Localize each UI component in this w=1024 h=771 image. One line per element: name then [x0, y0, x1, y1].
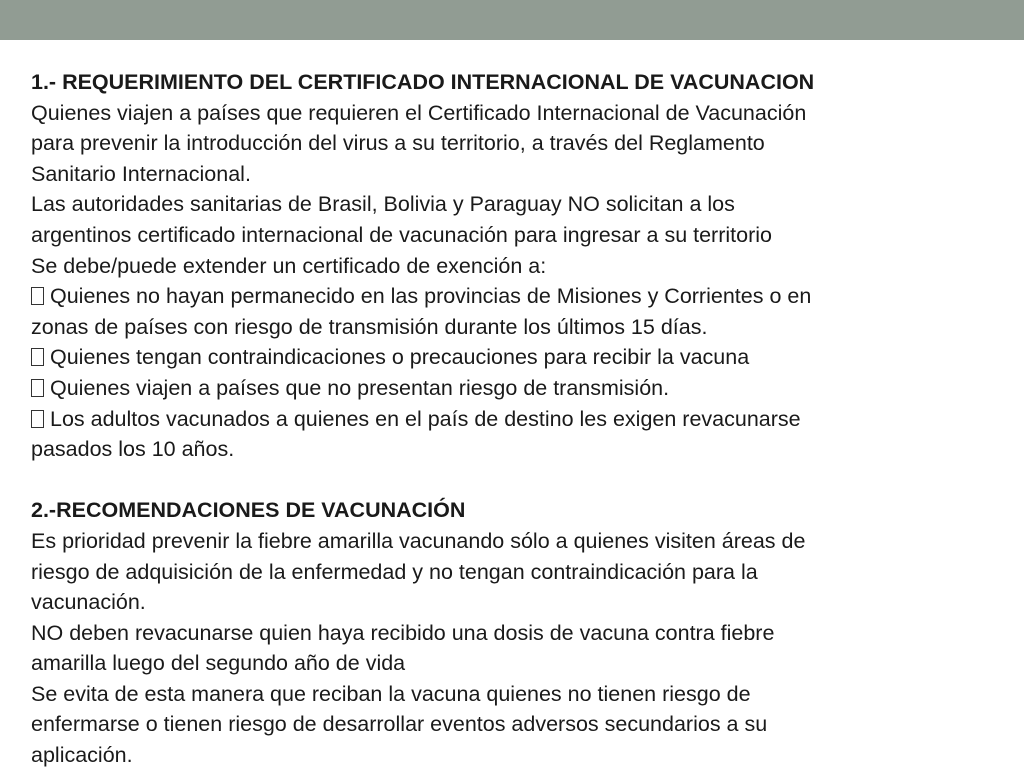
section2-avoid-line: aplicación. [31, 743, 133, 768]
slide-content [31, 67, 1006, 771]
section1-heading: 1.- REQUERIMIENTO DEL CERTIFICADO INTERNACIONAL DE VACUNACION [31, 70, 815, 94]
section2-priority-line: vacunación. [31, 590, 146, 615]
bullet-text: Quienes no hayan permanecido en las provincias de Misiones y Corrientes o en [50, 284, 812, 309]
bullet-text: Quienes viajen a países que no presentan riesgo de transmisión. [50, 375, 670, 400]
section1-intro-line: para prevenir la introducción del virus a su territorio, a través del Reglamento [31, 131, 765, 156]
section-spacer [31, 465, 1006, 496]
bullet-text-continuation: zonas de países con riesgo de transmisión durante los últimos 15 días. [31, 314, 708, 339]
section2-avoid-line: enfermarse o tienen riesgo de desarrollar eventos adversos secundarios a su [31, 712, 768, 737]
section2-priority-line: Es prioridad prevenir la fiebre amarilla vacunando sólo a quienes visiten áreas de [31, 528, 806, 553]
section2-revaccination-line: NO deben revacunarse quien haya recibido una dosis de vacuna contra fiebre [31, 620, 775, 645]
exemption-bullet-item [31, 281, 1006, 312]
section1-authorities-line: Las autoridades sanitarias de Brasil, Bolivia y Paraguay NO solicitan a los [31, 192, 735, 217]
bullet-text: Quienes tengan contraindicaciones o precauciones para recibir la vacuna [50, 345, 750, 370]
section1-authorities-line: argentinos certificado internacional de vacunación para ingresar a su territorio [31, 222, 772, 247]
section2-revaccination-line: amarilla luego del segundo año de vida [31, 651, 406, 676]
section1-exemption-intro: Se debe/puede extender un certificado de exención a: [31, 253, 547, 278]
section2-priority-line: riesgo de adquisición de la enfermedad y no tengan contraindicación para la [31, 559, 758, 584]
bullet-text: Los adultos vacunados a quienes en el país de destino les exigen revacunarse [50, 406, 801, 431]
bullet-box-icon [31, 410, 44, 428]
exemption-bullet-item [31, 342, 1006, 373]
bullet-box-icon [31, 348, 44, 366]
exemption-bullet-item [31, 404, 1006, 435]
section2-heading: 2.-RECOMENDACIONES DE VACUNACIÓN [31, 498, 466, 523]
section2-avoid-line: Se evita de esta manera que reciban la vacuna quienes no tienen riesgo de [31, 681, 751, 706]
exemption-bullet-item [31, 373, 1006, 404]
section1-intro-line: Quienes viajen a países que requieren el Certificado Internacional de Vacunación [31, 100, 807, 125]
section1-intro-line: Sanitario Internacional. [31, 161, 251, 186]
bullet-box-icon [31, 287, 44, 305]
slide-header-bar [0, 0, 1024, 40]
bullet-text-continuation: pasados los 10 años. [31, 437, 235, 462]
bullet-box-icon [31, 379, 44, 397]
